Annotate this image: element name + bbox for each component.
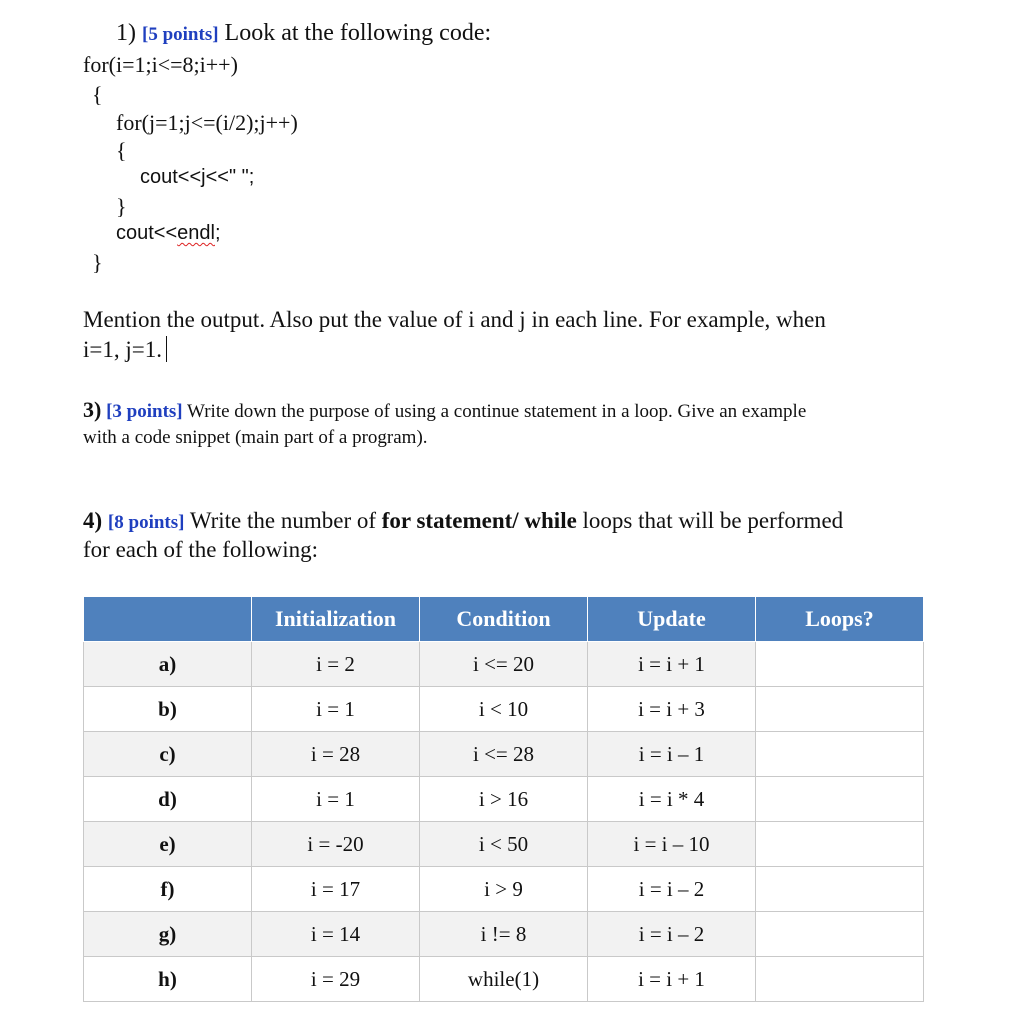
- q4-points: [8 points]: [107, 512, 185, 533]
- loops-answer-cell[interactable]: [756, 777, 924, 822]
- code-cout-endl: [116, 222, 221, 245]
- row-label: a): [84, 642, 252, 687]
- header-initialization: Initialization: [252, 597, 420, 642]
- table-row: [84, 687, 924, 732]
- update-cell: i = i – 2: [588, 912, 756, 957]
- code-cout-prefix: cout<<: [116, 222, 178, 244]
- q4-line1: [83, 508, 843, 534]
- condition-cell: i != 8: [420, 912, 588, 957]
- code-cout-j: cout<<j<<" ";: [140, 166, 255, 188]
- q4-number: 4): [83, 508, 103, 533]
- header-condition: Condition: [420, 597, 588, 642]
- code-outer-for: for(i=1;i<=8;i++): [83, 52, 238, 77]
- update-cell: i = i – 1: [588, 732, 756, 777]
- table-row: [84, 642, 924, 687]
- q1-points: [5 points]: [142, 24, 219, 45]
- loops-answer-cell[interactable]: [756, 822, 924, 867]
- init-cell: i = 1: [252, 777, 420, 822]
- table-row: [84, 822, 924, 867]
- table-header-row: [84, 597, 924, 642]
- q4-text-a: Write the number of: [189, 508, 382, 533]
- loops-answer-cell[interactable]: [756, 732, 924, 777]
- condition-cell: i <= 28: [420, 732, 588, 777]
- update-cell: i = i * 4: [588, 777, 756, 822]
- code-close-brace-inner: }: [116, 194, 127, 219]
- condition-cell: i < 50: [420, 822, 588, 867]
- code-open-brace-inner: {: [116, 138, 127, 163]
- header-loops: Loops?: [756, 597, 924, 642]
- loops-answer-cell[interactable]: [756, 687, 924, 732]
- init-cell: i = -20: [252, 822, 420, 867]
- init-cell: i = 29: [252, 957, 420, 1002]
- q4-line2: for each of the following:: [83, 537, 319, 562]
- code-close-brace-outer: }: [92, 250, 103, 275]
- text-cursor: [166, 336, 167, 362]
- init-cell: i = 28: [252, 732, 420, 777]
- q4-text-bold: for statement/ while: [381, 508, 577, 533]
- loops-answer-cell[interactable]: [756, 867, 924, 912]
- table-row: [84, 777, 924, 822]
- q3-points: [3 points]: [106, 401, 183, 422]
- condition-cell: i <= 20: [420, 642, 588, 687]
- table-row: [84, 912, 924, 957]
- q3-text1: Write down the purpose of using a continue statement in a loop. Give an example: [187, 401, 807, 422]
- q1-prompt: Look at the following code:: [224, 20, 492, 46]
- row-label: g): [84, 912, 252, 957]
- q1-heading: [116, 20, 491, 47]
- table-row: [84, 732, 924, 777]
- spellcheck-endl: endl: [177, 222, 215, 244]
- mention-output-line1: Mention the output. Also put the value of i and j in each line. For example, when: [83, 307, 826, 332]
- update-cell: i = i + 3: [588, 687, 756, 732]
- loops-answer-cell[interactable]: [756, 642, 924, 687]
- row-label: c): [84, 732, 252, 777]
- update-cell: i = i – 2: [588, 867, 756, 912]
- row-label: b): [84, 687, 252, 732]
- condition-cell: while(1): [420, 957, 588, 1002]
- init-cell: i = 1: [252, 687, 420, 732]
- update-cell: i = i + 1: [588, 642, 756, 687]
- code-open-brace-outer: {: [92, 82, 103, 107]
- condition-cell: i < 10: [420, 687, 588, 732]
- table-row: [84, 867, 924, 912]
- update-cell: i = i + 1: [588, 957, 756, 1002]
- init-cell: i = 2: [252, 642, 420, 687]
- condition-cell: i > 9: [420, 867, 588, 912]
- row-label: f): [84, 867, 252, 912]
- header-update: Update: [588, 597, 756, 642]
- q4-text-b: loops that will be performed: [576, 508, 844, 533]
- loops-answer-cell[interactable]: [756, 912, 924, 957]
- q3-number: 3): [83, 397, 102, 422]
- init-cell: i = 14: [252, 912, 420, 957]
- mention-output-line2[interactable]: [83, 336, 167, 363]
- row-label: h): [84, 957, 252, 1002]
- example-text: i=1, j=1.: [83, 337, 162, 362]
- q3-line1: [83, 397, 806, 423]
- init-cell: i = 17: [252, 867, 420, 912]
- condition-cell: i > 16: [420, 777, 588, 822]
- q3-line2: with a code snippet (main part of a program).: [83, 427, 428, 448]
- row-label: e): [84, 822, 252, 867]
- loops-answer-cell[interactable]: [756, 957, 924, 1002]
- code-inner-for: for(j=1;j<=(i/2);j++): [116, 110, 298, 135]
- row-label: d): [84, 777, 252, 822]
- q1-number: 1): [116, 20, 136, 46]
- header-blank: [84, 597, 252, 642]
- code-cout-suffix: ;: [214, 222, 221, 244]
- update-cell: i = i – 10: [588, 822, 756, 867]
- table-row: [84, 957, 924, 1002]
- loops-table: [83, 596, 924, 1002]
